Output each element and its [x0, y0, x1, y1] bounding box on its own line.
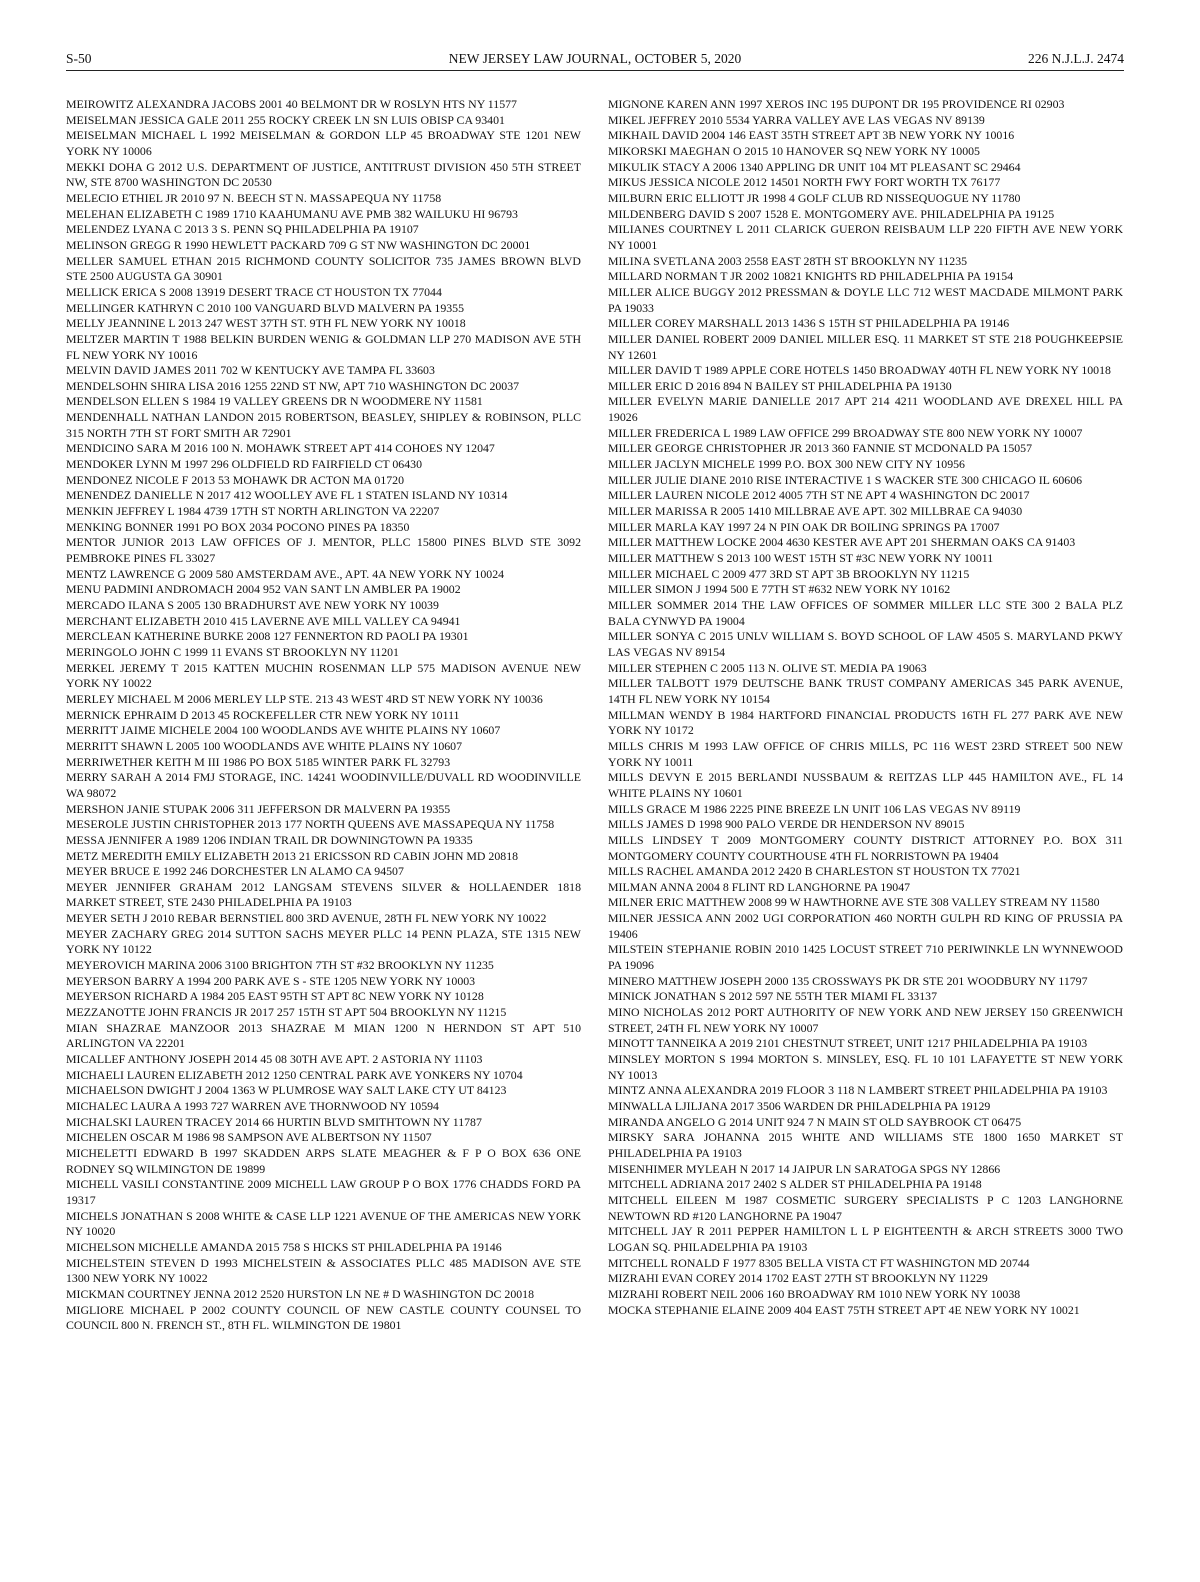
- listing-entry: MILLER STEPHEN C 2005 113 N. OLIVE ST. MEDIA PA 19063: [608, 660, 927, 675]
- listing-entry: MILLS LINDSEY T 2009 MONTGOMERY COUNTY DISTRICT ATTORNEY P.O. BOX 311 MONTGOMERY COUNTY COURTHOUSE 4TH FL NORRISTOWN PA 19404: [608, 832, 1123, 863]
- listing-entry: MELENDEZ LYANA C 2013 3 S. PENN SQ PHILADELPHIA PA 19107: [66, 222, 419, 237]
- listing-entry: MENKIN JEFFREY L 1984 4739 17TH ST NORTH ARLINGTON VA 22207: [66, 504, 440, 519]
- listing-entry: MERRY SARAH A 2014 FMJ STORAGE, INC. 14241 WOODINVILLE/DUVALL RD WOODINVILLE WA 98072: [66, 770, 581, 800]
- listing-entry: MEIROWITZ ALEXANDRA JACOBS 2001 40 BELMONT DR W ROSLYN HTS NY 11577: [66, 97, 517, 111]
- listing-entry: MILLER TALBOTT 1979 DEUTSCHE BANK TRUST COMPANY AMERICAS 345 PARK AVENUE, 14TH FL NEW YORK NY 10154: [608, 676, 1123, 706]
- listing-entry: MENDENHALL NATHAN LANDON 2015 ROBERTSON, BEASLEY, SHIPLEY & ROBINSON, PLLC 315 NORTH 7TH ST FORT SMITH AR 72901: [66, 410, 581, 440]
- listing-entry: MIGNONE KAREN ANN 1997 XEROS INC 195 DUPONT DR 195 PROVIDENCE RI 02903: [608, 97, 1065, 111]
- listing-entry: MINO NICHOLAS 2012 PORT AUTHORITY OF NEW YORK AND NEW JERSEY 150 GREENWICH STREET, 24TH FL NEW YORK NY 10007: [608, 1005, 1123, 1035]
- listing-entry: MILNER ERIC MATTHEW 2008 99 W HAWTHORNE AVE STE 308 VALLEY STREAM NY 11580: [608, 895, 1100, 910]
- listing-entry: MILLER COREY MARSHALL 2013 1436 S 15TH ST PHILADELPHIA PA 19146: [608, 316, 1010, 331]
- listing-entry: MERCHANT ELIZABETH 2010 415 LAVERNE AVE MILL VALLEY CA 94941: [66, 613, 461, 628]
- listing-entry: MILLER MICHAEL C 2009 477 3RD ST APT 3B BROOKLYN NY 11215: [608, 566, 970, 581]
- listing-entry: MENKING BONNER 1991 PO BOX 2034 POCONO PINES PA 18350: [66, 519, 410, 534]
- listing-entry: MERSHON JANIE STUPAK 2006 311 JEFFERSON DR MALVERN PA 19355: [66, 801, 451, 816]
- page-header: [66, 50, 1124, 71]
- listing-entry: MINTZ ANNA ALEXANDRA 2019 FLOOR 3 118 N LAMBERT STREET PHILADELPHIA PA 19103: [608, 1083, 1108, 1098]
- listing-entry: MILLARD NORMAN T JR 2002 10821 KNIGHTS RD PHILADELPHIA PA 19154: [608, 269, 1014, 284]
- listing-entry: MEYEROVICH MARINA 2006 3100 BRIGHTON 7TH ST #32 BROOKLYN NY 11235: [66, 958, 494, 973]
- listing-entry: MILMAN ANNA 2004 8 FLINT RD LANGHORNE PA 19047: [608, 879, 911, 894]
- listing-entry: MENTZ LAWRENCE G 2009 580 AMSTERDAM AVE., APT. 4A NEW YORK NY 10024: [66, 566, 505, 581]
- listing-entry: METZ MEREDITH EMILY ELIZABETH 2013 21 ERICSSON RD CABIN JOHN MD 20818: [66, 848, 519, 863]
- listing-entry: MOCKA STEPHANIE ELAINE 2009 404 EAST 75TH STREET APT 4E NEW YORK NY 10021: [608, 1302, 1080, 1317]
- listing-entry: MITCHELL JAY R 2011 PEPPER HAMILTON L L P EIGHTEENTH & ARCH STREETS 3000 TWO LOGAN SQ. PHILADELPHIA PA 19103: [608, 1224, 1123, 1254]
- listing-entry: MICHELEN OSCAR M 1986 98 SAMPSON AVE ALBERTSON NY 11507: [66, 1130, 432, 1145]
- listing-entry: MESSA JENNIFER A 1989 1206 INDIAN TRAIL DR DOWNINGTOWN PA 19335: [66, 832, 473, 847]
- listing-entry: MEYER JENNIFER GRAHAM 2012 LANGSAM STEVENS SILVER & HOLLAENDER 1818 MARKET STREET, STE 2430 PHILADELPHIA PA 19103: [66, 879, 581, 910]
- listing-entry: MERRITT SHAWN L 2005 100 WOODLANDS AVE WHITE PLAINS NY 10607: [66, 738, 463, 753]
- listing-entry: MILLER MARISSA R 2005 1410 MILLBRAE AVE APT. 302 MILLBRAE CA 94030: [608, 504, 1023, 519]
- listing-entry: MILBURN ERIC ELLIOTT JR 1998 4 GOLF CLUB RD NISSEQUOGUE NY 11780: [608, 190, 1021, 205]
- listing-entry: MENDELSON ELLEN S 1984 19 VALLEY GREENS DR N WOODMERE NY 11581: [66, 394, 483, 409]
- listing-entry: MILLER SOMMER 2014 THE LAW OFFICES OF SOMMER MILLER LLC STE 300 2 BALA PLZ BALA CYNWYD PA 19004: [608, 598, 1123, 628]
- listing-entry: MIKHAIL DAVID 2004 146 EAST 35TH STREET APT 3B NEW YORK NY 10016: [608, 128, 1015, 143]
- listing-entry: MINOTT TANNEIKA A 2019 2101 CHESTNUT STREET, UNIT 1217 PHILADELPHIA PA 19103: [608, 1036, 1088, 1051]
- listing-entry: MICALLEF ANTHONY JOSEPH 2014 45 08 30TH AVE APT. 2 ASTORIA NY 11103: [66, 1052, 483, 1067]
- listing-entry: MIKUS JESSICA NICOLE 2012 14501 NORTH FWY FORT WORTH TX 76177: [608, 175, 1001, 190]
- listing-entry: MERRIWETHER KEITH M III 1986 PO BOX 5185 WINTER PARK FL 32793: [66, 754, 451, 769]
- listing-entry: MERKEL JEREMY T 2015 KATTEN MUCHIN ROSENMAN LLP 575 MADISON AVENUE NEW YORK NY 10022: [66, 660, 581, 691]
- listing-entry: MILLS CHRIS M 1993 LAW OFFICE OF CHRIS MILLS, PC 116 WEST 23RD STREET 500 NEW YORK NY 10011: [608, 738, 1123, 769]
- listing-entry: MEYER SETH J 2010 REBAR BERNSTIEL 800 3RD AVENUE, 28TH FL NEW YORK NY 10022: [66, 911, 547, 926]
- listing-entry: MILLER DAVID T 1989 APPLE CORE HOTELS 1450 BROADWAY 40TH FL NEW YORK NY 10018: [608, 363, 1111, 378]
- listing-entry: MITCHELL RONALD F 1977 8305 BELLA VISTA CT FT WASHINGTON MD 20744: [608, 1255, 1030, 1270]
- listing-entry: MELECIO ETHIEL JR 2010 97 N. BEECH ST N. MASSAPEQUA NY 11758: [66, 190, 442, 205]
- listing-entry: MIRANDA ANGELO G 2014 UNIT 924 7 N MAIN ST OLD SAYBROOK CT 06475: [608, 1114, 1022, 1129]
- listing-entry: MICHELL VASILI CONSTANTINE 2009 MICHELL LAW GROUP P O BOX 1776 CHADDS FORD PA 19317: [66, 1177, 581, 1207]
- listing-entry: MILDENBERG DAVID S 2007 1528 E. MONTGOMERY AVE. PHILADELPHIA PA 19125: [608, 206, 1055, 221]
- listing-entry: MERRITT JAIME MICHELE 2004 100 WOODLANDS AVE WHITE PLAINS NY 10607: [66, 723, 501, 738]
- listing-entry: MIKORSKI MAEGHAN O 2015 10 HANOVER SQ NEW YORK NY 10005: [608, 143, 980, 158]
- listing-entry: MENU PADMINI ANDROMACH 2004 952 VAN SANT LN AMBLER PA 19002: [66, 582, 461, 597]
- listing-entry: MEYER ZACHARY GREG 2014 SUTTON SACHS MEYER PLLC 14 PENN PLAZA, STE 1315 NEW YORK NY 10122: [66, 926, 581, 957]
- publication-title: NEW JERSEY LAW JOURNAL, OCTOBER 5, 2020: [448, 51, 742, 66]
- right-column: [608, 97, 1123, 1527]
- listing-entry: MELTZER MARTIN T 1988 BELKIN BURDEN WENIG & GOLDMAN LLP 270 MADISON AVE 5TH FL NEW YORK NY 10016: [66, 331, 581, 362]
- listing-entry: MINERO MATTHEW JOSEPH 2000 135 CROSSWAYS PK DR STE 201 WOODBURY NY 11797: [608, 973, 1088, 988]
- listing-entry: MEYER BRUCE E 1992 246 DORCHESTER LN ALAMO CA 94507: [66, 864, 404, 879]
- listing-entry: MEYERSON BARRY A 1994 200 PARK AVE S - STE 1205 NEW YORK NY 10003: [66, 973, 476, 988]
- listing-entry: MICHALEC LAURA A 1993 727 WARREN AVE THORNWOOD NY 10594: [66, 1099, 439, 1113]
- listing-entry: MILLER GEORGE CHRISTOPHER JR 2013 360 FANNIE ST MCDONALD PA 15057: [608, 441, 1033, 456]
- listing-entry: MELLER SAMUEL ETHAN 2015 RICHMOND COUNTY SOLICITOR 735 JAMES BROWN BLVD STE 2500 AUGUSTA GA 30901: [66, 253, 581, 284]
- listing-entry: MELLINGER KATHRYN C 2010 100 VANGUARD BLVD MALVERN PA 19355: [66, 300, 465, 315]
- listing-entry: MENDELSOHN SHIRA LISA 2016 1255 22ND ST NW, APT 710 WASHINGTON DC 20037: [66, 378, 520, 393]
- listing-entry: MIZRAHI ROBERT NEIL 2006 160 BROADWAY RM 1010 NEW YORK NY 10038: [608, 1286, 1021, 1301]
- listing-entry: MIGLIORE MICHAEL P 2002 COUNTY COUNCIL OF NEW CASTLE COUNTY COUNSEL TO COUNCIL 800 N. FRENCH ST., 8TH FL. WILMINGTON DE 19801: [66, 1302, 581, 1333]
- listing-entry: MICHAELI LAUREN ELIZABETH 2012 1250 CENTRAL PARK AVE YONKERS NY 10704: [66, 1067, 523, 1082]
- listing-entry: MILLS GRACE M 1986 2225 PINE BREEZE LN UNIT 106 LAS VEGAS NV 89119: [608, 801, 1021, 816]
- listing-entry: MILLER MATTHEW S 2013 100 WEST 15TH ST #3C NEW YORK NY 10011: [608, 551, 994, 566]
- listing-entry: MENDICINO SARA M 2016 100 N. MOHAWK STREET APT 414 COHOES NY 12047: [66, 441, 495, 456]
- listing-entry: MELVIN DAVID JAMES 2011 702 W KENTUCKY AVE TAMPA FL 33603: [66, 363, 435, 378]
- listing-entry: MICHALSKI LAUREN TRACEY 2014 66 HURTIN BLVD SMITHTOWN NY 11787: [66, 1114, 482, 1129]
- listing-entry: MITCHELL ADRIANA 2017 2402 S ALDER ST PHILADELPHIA PA 19148: [608, 1177, 982, 1192]
- listing-entry: MEZZANOTTE JOHN FRANCIS JR 2017 257 15TH ST APT 504 BROOKLYN NY 11215: [66, 1005, 507, 1020]
- listing-entry: MERCADO ILANA S 2005 130 BRADHURST AVE NEW YORK NY 10039: [66, 598, 439, 612]
- listing-entry: MILLER MARLA KAY 1997 24 N PIN OAK DR BOILING SPRINGS PA 17007: [608, 519, 1000, 534]
- page-number: S-50: [66, 51, 92, 66]
- listing-entry: MICHELS JONATHAN S 2008 WHITE & CASE LLP 1221 AVENUE OF THE AMERICAS NEW YORK NY 10020: [66, 1208, 581, 1239]
- listing-entry: MELEHAN ELIZABETH C 1989 1710 KAAHUMANU AVE PMB 382 WAILUKU HI 96793: [66, 206, 518, 221]
- listing-entry: MILLER SIMON J 1994 500 E 77TH ST #632 NEW YORK NY 10162: [608, 582, 951, 597]
- listing-entry: MILLS JAMES D 1998 900 PALO VERDE DR HENDERSON NV 89015: [608, 817, 965, 832]
- listing-entry: MILLER SONYA C 2015 UNLV WILLIAM S. BOYD SCHOOL OF LAW 4505 S. MARYLAND PKWY LAS VEGAS NV 89154: [608, 629, 1123, 659]
- listing-entry: MILLER DANIEL ROBERT 2009 DANIEL MILLER ESQ. 11 MARKET ST STE 218 POUGHKEEPSIE NY 12601: [608, 331, 1123, 362]
- listing-entry: MICHELSTEIN STEVEN D 1993 MICHELSTEIN & ASSOCIATES PLLC 485 MADISON AVE STE 1300 NEW YORK NY 10022: [66, 1255, 581, 1286]
- listing-entry: MILLER ALICE BUGGY 2012 PRESSMAN & DOYLE LLC 712 WEST MACDADE MILMONT PARK PA 19033: [608, 284, 1123, 315]
- listing-entry: MINWALLA LJILJANA 2017 3506 WARDEN DR PHILADELPHIA PA 19129: [608, 1099, 991, 1113]
- left-column: [66, 97, 581, 1527]
- listing-entry: MILLER LAUREN NICOLE 2012 4005 7TH ST NE APT 4 WASHINGTON DC 20017: [608, 488, 1030, 503]
- listing-entry: MIKEL JEFFREY 2010 5534 YARRA VALLEY AVE LAS VEGAS NV 89139: [608, 112, 985, 127]
- listing-entry: MENTOR JUNIOR 2013 LAW OFFICES OF J. MENTOR, PLLC 15800 PINES BLVD STE 3092 PEMBROKE PINES FL 33027: [66, 535, 581, 566]
- listing-entry: MIAN SHAZRAE MANZOOR 2013 SHAZRAE M MIAN 1200 N HERNDON ST APT 510 ARLINGTON VA 22201: [66, 1020, 581, 1051]
- listing-entry: MINSLEY MORTON S 1994 MORTON S. MINSLEY, ESQ. FL 10 101 LAFAYETTE ST NEW YORK NY 10013: [608, 1052, 1123, 1082]
- listing-entry: MENDOKER LYNN M 1997 296 OLDFIELD RD FAIRFIELD CT 06430: [66, 457, 422, 472]
- listing-entry: MILSTEIN STEPHANIE ROBIN 2010 1425 LOCUST STREET 710 PERIWINKLE LN WYNNEWOOD PA 19096: [608, 942, 1123, 973]
- listing-entry: MITCHELL EILEEN M 1987 COSMETIC SURGERY SPECIALISTS P C 1203 LANGHORNE NEWTOWN RD #120 LANGHORNE PA 19047: [608, 1192, 1123, 1223]
- listing-entry: MILLER JULIE DIANE 2010 RISE INTERACTIVE 1 S WACKER STE 300 CHICAGO IL 60606: [608, 472, 1083, 487]
- listing-entry: MILINA SVETLANA 2003 2558 EAST 28TH ST BROOKLYN NY 11235: [608, 253, 968, 268]
- listing-entry: MILLER EVELYN MARIE DANIELLE 2017 APT 214 4211 WOODLAND AVE DREXEL HILL PA 19026: [608, 394, 1123, 425]
- listing-entry: MEKKI DOHA G 2012 U.S. DEPARTMENT OF JUSTICE, ANTITRUST DIVISION 450 5TH STREET NW, STE 8700 WASHINGTON DC 20530: [66, 159, 581, 190]
- listing-entry: MILLER ERIC D 2016 894 N BAILEY ST PHILADELPHIA PA 19130: [608, 378, 952, 393]
- listing-entry: MIZRAHI EVAN COREY 2014 1702 EAST 27TH ST BROOKLYN NY 11229: [608, 1271, 988, 1286]
- listing-entry: MISENHIMER MYLEAH N 2017 14 JAIPUR LN SARATOGA SPGS NY 12866: [608, 1161, 1001, 1176]
- listing-entry: MENDONEZ NICOLE F 2013 53 MOHAWK DR ACTON MA 01720: [66, 472, 405, 487]
- listing-entry: MELINSON GREGG R 1990 HEWLETT PACKARD 709 G ST NW WASHINGTON DC 20001: [66, 237, 531, 252]
- listing-entry: MELLY JEANNINE L 2013 247 WEST 37TH ST. 9TH FL NEW YORK NY 10018: [66, 316, 466, 331]
- listing-entry: MENENDEZ DANIELLE N 2017 412 WOOLLEY AVE FL 1 STATEN ISLAND NY 10314: [66, 488, 508, 503]
- listing-entry: MERINGOLO JOHN C 1999 11 EVANS ST BROOKLYN NY 11201: [66, 644, 399, 659]
- listing-entry: MELLICK ERICA S 2008 13919 DESERT TRACE CT HOUSTON TX 77044: [66, 284, 442, 299]
- listing-entry: MINICK JONATHAN S 2012 597 NE 55TH TER MIAMI FL 33137: [608, 989, 937, 1004]
- listing-entry: MICHELSON MICHELLE AMANDA 2015 758 S HICKS ST PHILADELPHIA PA 19146: [66, 1239, 502, 1254]
- listing-entry: MEISELMAN JESSICA GALE 2011 255 ROCKY CREEK LN SN LUIS OBISP CA 93401: [66, 112, 505, 127]
- listing-entry: MICKMAN COURTNEY JENNA 2012 2520 HURSTON LN NE # D WASHINGTON DC 20018: [66, 1286, 535, 1301]
- listing-entry: MEISELMAN MICHAEL L 1992 MEISELMAN & GORDON LLP 45 BROADWAY STE 1201 NEW YORK NY 10006: [66, 128, 581, 158]
- listing-entry: MERLEY MICHAEL M 2006 MERLEY LLP STE. 213 43 WEST 4RD ST NEW YORK NY 10036: [66, 691, 543, 706]
- listing-entry: MILNER JESSICA ANN 2002 UGI CORPORATION 460 NORTH GULPH RD KING OF PRUSSIA PA 19406: [608, 911, 1123, 941]
- listing-entry: MIRSKY SARA JOHANNA 2015 WHITE AND WILLIAMS STE 1800 1650 MARKET ST PHILADELPHIA PA 19103: [608, 1130, 1123, 1160]
- listing-entry: MILLER FREDERICA L 1989 LAW OFFICE 299 BROADWAY STE 800 NEW YORK NY 10007: [608, 425, 1083, 440]
- listing-entry: MILLS DEVYN E 2015 BERLANDI NUSSBAUM & REITZAS LLP 445 HAMILTON AVE., FL 14 WHITE PLAINS NY 10601: [608, 770, 1123, 800]
- listing-entry: MILLS RACHEL AMANDA 2012 2420 B CHARLESTON ST HOUSTON TX 77021: [608, 864, 1021, 879]
- listing-entry: MEYERSON RICHARD A 1984 205 EAST 95TH ST APT 8C NEW YORK NY 10128: [66, 989, 484, 1004]
- listing-entry: MICHAELSON DWIGHT J 2004 1363 W PLUMROSE WAY SALT LAKE CTY UT 84123: [66, 1083, 507, 1098]
- citation: 226 N.J.L.J. 2474: [1027, 51, 1124, 66]
- listing-entry: MICHELETTI EDWARD B 1997 SKADDEN ARPS SLATE MEAGHER & F P O BOX 636 ONE RODNEY SQ WILMINGTON DE 19899: [66, 1145, 581, 1176]
- listing-entry: MILLMAN WENDY B 1984 HARTFORD FINANCIAL PRODUCTS 16TH FL 277 PARK AVE NEW YORK NY 10172: [608, 707, 1123, 738]
- listing-entry: MIKULIK STACY A 2006 1340 APPLING DR UNIT 104 MT PLEASANT SC 29464: [608, 159, 1021, 174]
- listing-entry: MILIANES COURTNEY L 2011 CLARICK GUERON REISBAUM LLP 220 FIFTH AVE NEW YORK NY 10001: [608, 222, 1123, 252]
- listing-entry: MILLER MATTHEW LOCKE 2004 4630 KESTER AVE APT 201 SHERMAN OAKS CA 91403: [608, 535, 1076, 550]
- listing-entry: MERNICK EPHRAIM D 2013 45 ROCKEFELLER CTR NEW YORK NY 10111: [66, 707, 460, 722]
- listing-entry: MERCLEAN KATHERINE BURKE 2008 127 FENNERTON RD PAOLI PA 19301: [66, 629, 469, 644]
- listing-entry: MESEROLE JUSTIN CHRISTOPHER 2013 177 NORTH QUEENS AVE MASSAPEQUA NY 11758: [66, 817, 555, 832]
- listing-entry: MILLER JACLYN MICHELE 1999 P.O. BOX 300 NEW CITY NY 10956: [608, 457, 965, 472]
